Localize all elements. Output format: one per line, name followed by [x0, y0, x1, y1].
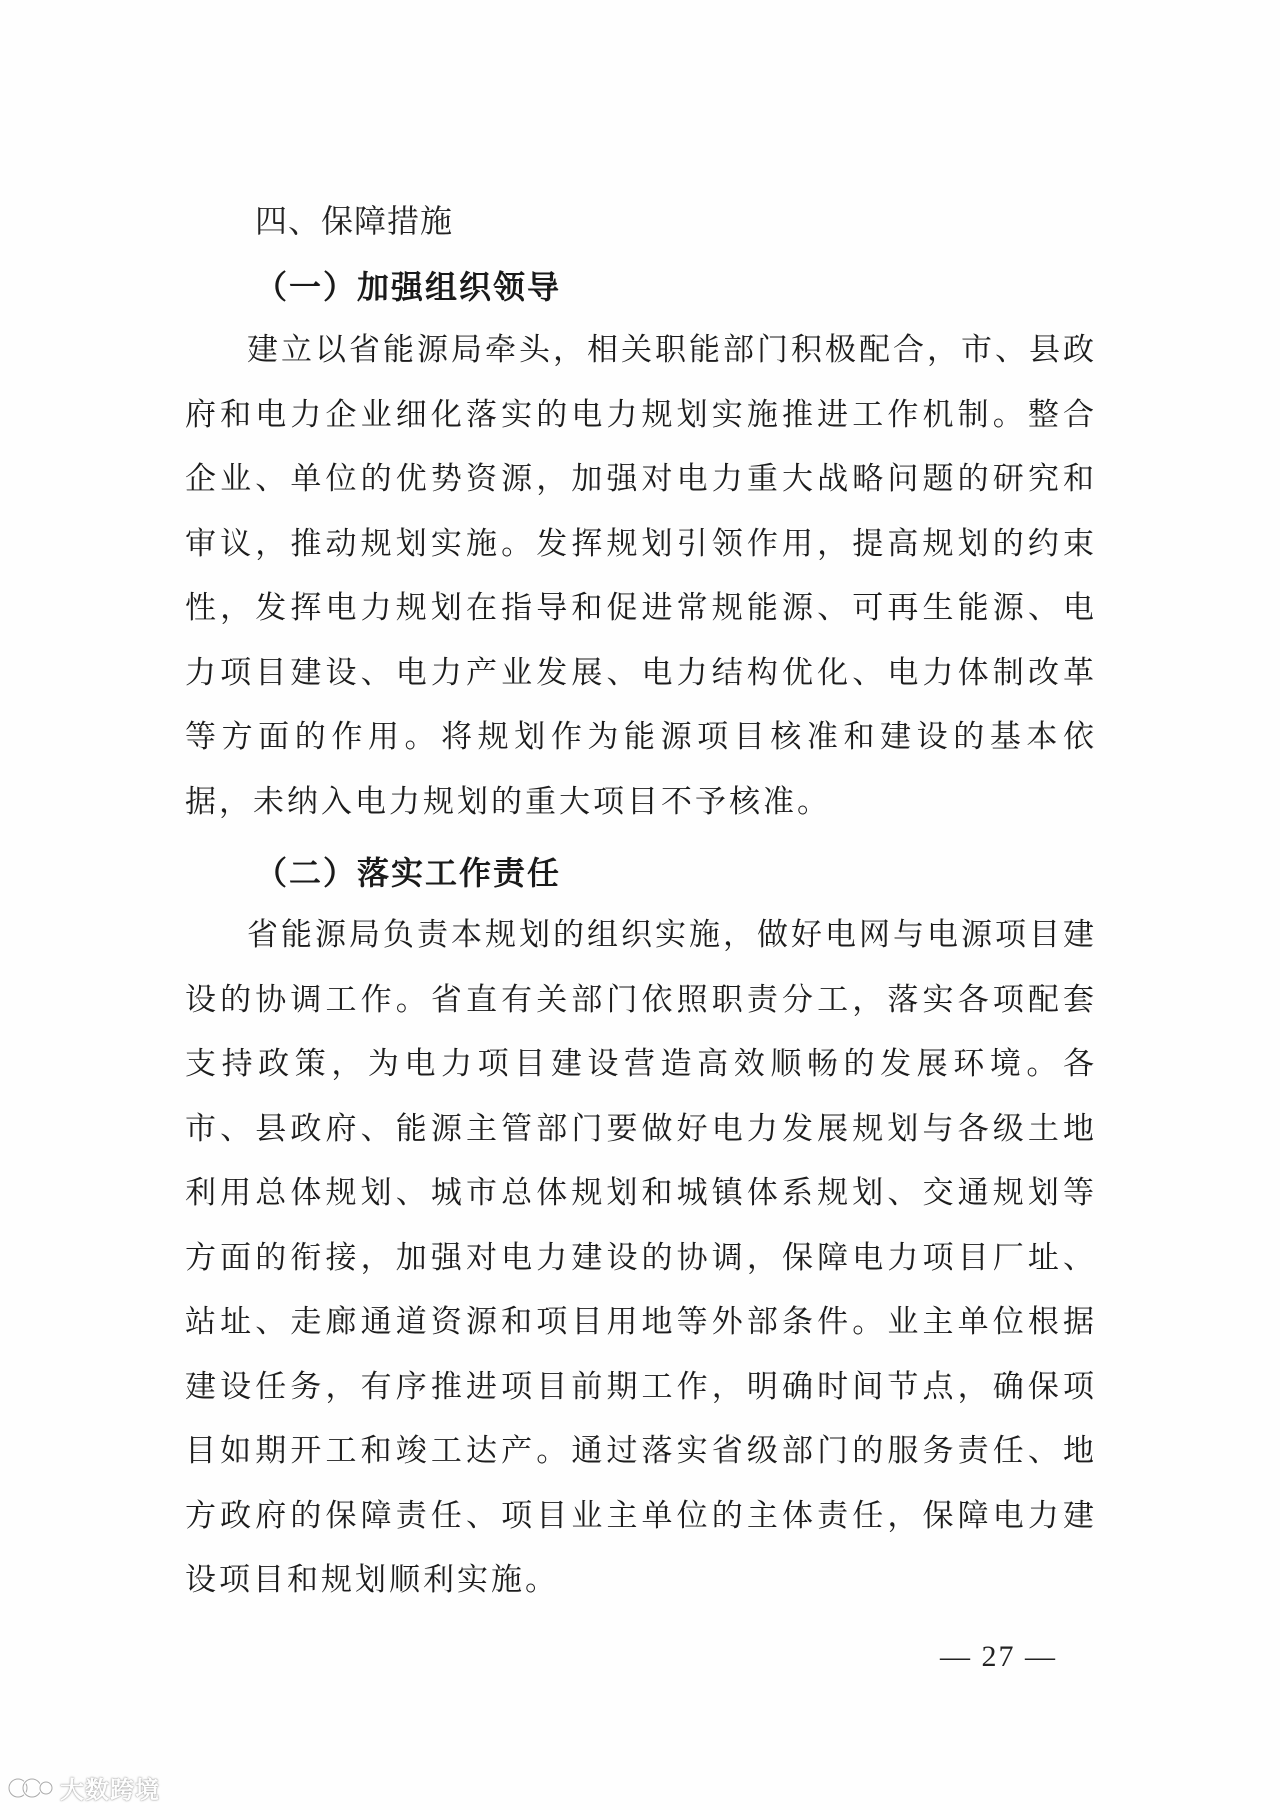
section-heading: 四、保障措施 [255, 202, 454, 240]
subsection-heading-2: （二）落实工作责任 [255, 854, 562, 892]
watermark [8, 1770, 160, 1805]
watermark-text: 大数跨境 [60, 1776, 160, 1804]
subsection-body-2: 省能源局负责本规划的组织实施，做好电网与电源项目建设的协调工作。省直有关部门依照职责分工，落实各项配套支持政策，为电力项目建设营造高效顺畅的发展环境。各市、县政府、能源主管部门要做好电力发展规划与各级土地利用总体规划、城市总体规划和城镇体系规划、交通规划等方面的衔接，加强对电力建设的协调，保障电力项目厂址、站址、走廊通道资源和项目用地等外部条件。业主单位根据建设任务，有序推进项目前期工作，明确时间节点，确保项目如期开工和竣工达产。通过落实省级部门的服务责任、地方政府的保障责任、项目业主单位的主体责任，保障电力建设项目和规划顺利实施。 [185, 917, 1097, 1598]
subsection-heading-1: （一）加强组织领导 [255, 268, 562, 306]
page-number: — 27 — [940, 1640, 1057, 1673]
watermark-logo-icon [8, 1774, 54, 1802]
subsection-body-1: 建立以省能源局牵头，相关职能部门积极配合，市、县政府和电力企业细化落实的电力规划实施推进工作机制。整合企业、单位的优势资源，加强对电力重大战略问题的研究和审议，推动规划实施。发挥规划引领作用，提高规划的约束性，发挥电力规划在指导和促进常规能源、可再生能源、电力项目建设、电力产业发展、电力结构优化、电力体制改革等方面的作用。将规划作为能源项目核准和建设的基本依据，未纳入电力规划的重大项目不予核准。 [185, 332, 1097, 820]
